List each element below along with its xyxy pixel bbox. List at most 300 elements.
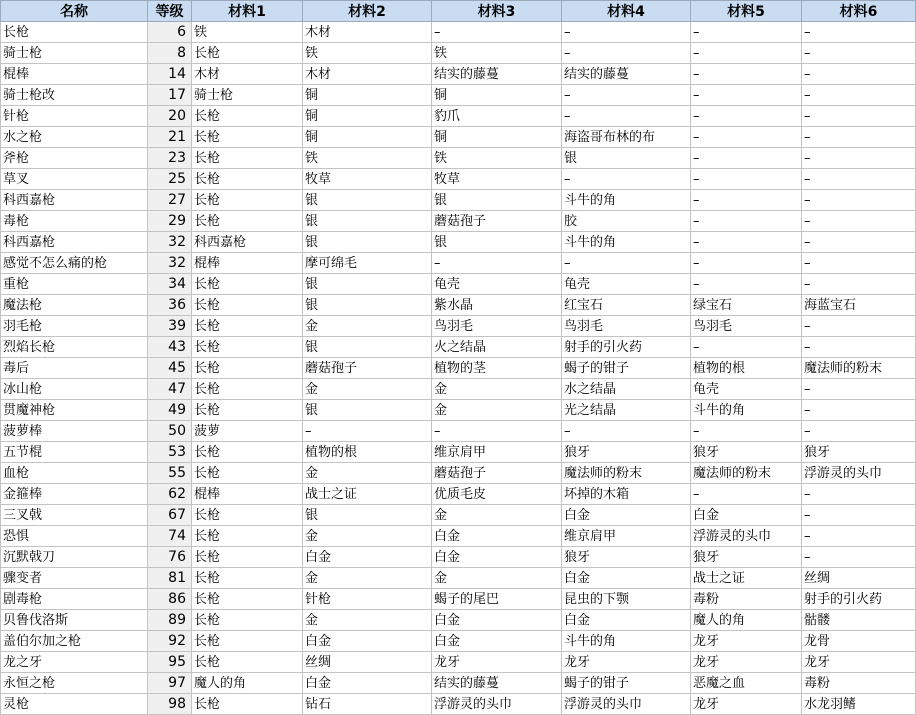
material-4-cell[interactable]: 魔法师的粉末 [562, 463, 691, 484]
material-6-cell[interactable]: – [802, 64, 916, 85]
material-1-cell[interactable]: 长枪 [192, 106, 303, 127]
material-2-cell[interactable]: 金 [303, 526, 432, 547]
material-6-cell[interactable]: – [802, 127, 916, 148]
material-2-cell[interactable]: 白金 [303, 547, 432, 568]
material-3-cell[interactable]: 豹爪 [432, 106, 562, 127]
material-3-cell[interactable]: 浮游灵的头巾 [432, 694, 562, 715]
material-2-cell[interactable]: 铁 [303, 43, 432, 64]
material-4-cell[interactable]: 坏掉的木箱 [562, 484, 691, 505]
material-2-cell[interactable]: 银 [303, 211, 432, 232]
material-1-cell[interactable]: 长枪 [192, 589, 303, 610]
material-6-cell[interactable]: – [802, 253, 916, 274]
material-1-cell[interactable]: 长枪 [192, 568, 303, 589]
header-material-3[interactable]: 材料3 [432, 1, 562, 22]
material-2-cell[interactable]: 银 [303, 505, 432, 526]
table-row [1, 652, 916, 673]
level-cell[interactable]: 62 [148, 484, 192, 505]
material-4-cell[interactable]: 龟壳 [562, 274, 691, 295]
material-5-cell[interactable]: 白金 [691, 505, 802, 526]
level-cell[interactable]: 17 [148, 85, 192, 106]
material-2-cell[interactable]: 丝绸 [303, 652, 432, 673]
material-4-cell[interactable]: 海盗哥布林的布 [562, 127, 691, 148]
material-2-cell[interactable]: 铜 [303, 106, 432, 127]
level-cell[interactable]: 50 [148, 421, 192, 442]
material-5-cell[interactable]: 毒粉 [691, 589, 802, 610]
material-5-cell[interactable]: – [691, 274, 802, 295]
material-3-cell[interactable]: – [432, 421, 562, 442]
material-3-cell[interactable]: 白金 [432, 547, 562, 568]
material-4-cell[interactable]: 白金 [562, 610, 691, 631]
weapon-name-cell[interactable]: 水之枪 [1, 127, 148, 148]
material-5-cell[interactable]: – [691, 253, 802, 274]
material-4-cell[interactable]: 胶 [562, 211, 691, 232]
material-3-cell[interactable]: 蝎子的尾巴 [432, 589, 562, 610]
material-4-cell[interactable]: 狼牙 [562, 547, 691, 568]
material-6-cell[interactable]: 毒粉 [802, 673, 916, 694]
table-row [1, 232, 916, 253]
material-3-cell[interactable]: 蘑菇孢子 [432, 211, 562, 232]
level-cell[interactable]: 34 [148, 274, 192, 295]
level-cell[interactable]: 36 [148, 295, 192, 316]
material-4-cell[interactable]: – [562, 106, 691, 127]
weapon-name-cell[interactable]: 针枪 [1, 106, 148, 127]
table-row [1, 169, 916, 190]
weapon-name-cell[interactable]: 长枪 [1, 22, 148, 43]
material-1-cell[interactable]: 长枪 [192, 694, 303, 715]
weapon-name-cell[interactable]: 盖伯尔加之枪 [1, 631, 148, 652]
material-2-cell[interactable]: 铜 [303, 127, 432, 148]
material-6-cell[interactable]: – [802, 400, 916, 421]
weapon-name-cell[interactable]: 龙之牙 [1, 652, 148, 673]
table-row [1, 505, 916, 526]
material-4-cell[interactable]: – [562, 43, 691, 64]
material-6-cell[interactable]: – [802, 526, 916, 547]
table-row [1, 106, 916, 127]
material-1-cell[interactable]: 长枪 [192, 610, 303, 631]
material-3-cell[interactable]: 白金 [432, 610, 562, 631]
material-1-cell[interactable]: 长枪 [192, 379, 303, 400]
material-6-cell[interactable]: – [802, 316, 916, 337]
material-3-cell[interactable]: 蘑菇孢子 [432, 463, 562, 484]
material-5-cell[interactable]: – [691, 190, 802, 211]
material-5-cell[interactable]: – [691, 85, 802, 106]
material-2-cell[interactable]: 战士之证 [303, 484, 432, 505]
material-4-cell[interactable]: 红宝石 [562, 295, 691, 316]
material-2-cell[interactable]: 蘑菇孢子 [303, 358, 432, 379]
material-2-cell[interactable]: – [303, 421, 432, 442]
material-1-cell[interactable]: 长枪 [192, 211, 303, 232]
material-2-cell[interactable]: 金 [303, 610, 432, 631]
material-3-cell[interactable]: 龟壳 [432, 274, 562, 295]
weapon-name-cell[interactable]: 贯魔神枪 [1, 400, 148, 421]
material-5-cell[interactable]: – [691, 484, 802, 505]
weapon-name-cell[interactable]: 五节棍 [1, 442, 148, 463]
weapon-name-cell[interactable]: 骤变者 [1, 568, 148, 589]
material-5-cell[interactable]: 魔人的角 [691, 610, 802, 631]
material-2-cell[interactable]: 金 [303, 568, 432, 589]
material-1-cell[interactable]: 长枪 [192, 295, 303, 316]
material-6-cell[interactable]: – [802, 43, 916, 64]
material-6-cell[interactable]: – [802, 211, 916, 232]
level-cell[interactable]: 23 [148, 148, 192, 169]
table-row [1, 211, 916, 232]
weapon-name-cell[interactable]: 灵枪 [1, 694, 148, 715]
table-row [1, 547, 916, 568]
material-2-cell[interactable]: 金 [303, 316, 432, 337]
weapon-name-cell[interactable]: 羽毛枪 [1, 316, 148, 337]
material-6-cell[interactable]: 龙牙 [802, 652, 916, 673]
material-4-cell[interactable]: 结实的藤蔓 [562, 64, 691, 85]
material-3-cell[interactable]: 牧草 [432, 169, 562, 190]
material-2-cell[interactable]: 银 [303, 295, 432, 316]
level-cell[interactable]: 97 [148, 673, 192, 694]
material-2-cell[interactable]: 白金 [303, 631, 432, 652]
material-5-cell[interactable]: – [691, 337, 802, 358]
level-cell[interactable]: 89 [148, 610, 192, 631]
weapon-name-cell[interactable]: 三叉戟 [1, 505, 148, 526]
material-3-cell[interactable]: 植物的茎 [432, 358, 562, 379]
level-cell[interactable]: 45 [148, 358, 192, 379]
level-cell[interactable]: 76 [148, 547, 192, 568]
material-3-cell[interactable]: 紫水晶 [432, 295, 562, 316]
weapon-name-cell[interactable]: 血枪 [1, 463, 148, 484]
material-2-cell[interactable]: 铁 [303, 148, 432, 169]
table-row [1, 358, 916, 379]
table-row [1, 190, 916, 211]
material-4-cell[interactable]: 水之结晶 [562, 379, 691, 400]
weapon-name-cell[interactable]: 毒后 [1, 358, 148, 379]
table-row [1, 694, 916, 715]
weapon-name-cell[interactable]: 剧毒枪 [1, 589, 148, 610]
material-2-cell[interactable]: 银 [303, 274, 432, 295]
level-cell[interactable]: 6 [148, 22, 192, 43]
material-3-cell[interactable]: 白金 [432, 526, 562, 547]
material-1-cell[interactable]: 长枪 [192, 400, 303, 421]
weapon-name-cell[interactable]: 烈焰长枪 [1, 337, 148, 358]
weapon-name-cell[interactable]: 菠萝棒 [1, 421, 148, 442]
table-row [1, 85, 916, 106]
material-4-cell[interactable]: 射手的引火药 [562, 337, 691, 358]
material-2-cell[interactable]: 植物的根 [303, 442, 432, 463]
material-6-cell[interactable]: 海蓝宝石 [802, 295, 916, 316]
header-material-4[interactable]: 材料4 [562, 1, 691, 22]
material-4-cell[interactable]: 斗牛的角 [562, 232, 691, 253]
material-3-cell[interactable]: 铁 [432, 43, 562, 64]
material-6-cell[interactable]: – [802, 148, 916, 169]
material-3-cell[interactable]: 火之结晶 [432, 337, 562, 358]
level-cell[interactable]: 67 [148, 505, 192, 526]
material-1-cell[interactable]: 长枪 [192, 505, 303, 526]
table-row [1, 568, 916, 589]
material-1-cell[interactable]: 棍棒 [192, 253, 303, 274]
material-1-cell[interactable]: 长枪 [192, 43, 303, 64]
weapon-name-cell[interactable]: 骑士枪 [1, 43, 148, 64]
level-cell[interactable]: 53 [148, 442, 192, 463]
material-6-cell[interactable]: – [802, 169, 916, 190]
material-3-cell[interactable]: 铜 [432, 85, 562, 106]
level-cell[interactable]: 25 [148, 169, 192, 190]
material-6-cell[interactable]: 水龙羽鳍 [802, 694, 916, 715]
material-4-cell[interactable]: 斗牛的角 [562, 631, 691, 652]
material-5-cell[interactable]: 植物的根 [691, 358, 802, 379]
material-1-cell[interactable]: 长枪 [192, 337, 303, 358]
material-6-cell[interactable]: – [802, 190, 916, 211]
material-2-cell[interactable]: 牧草 [303, 169, 432, 190]
material-4-cell[interactable]: 银 [562, 148, 691, 169]
weapon-name-cell[interactable]: 永恒之枪 [1, 673, 148, 694]
material-2-cell[interactable]: 白金 [303, 673, 432, 694]
material-2-cell[interactable]: 银 [303, 190, 432, 211]
material-3-cell[interactable]: 银 [432, 190, 562, 211]
material-6-cell[interactable]: 魔法师的粉末 [802, 358, 916, 379]
material-5-cell[interactable]: – [691, 106, 802, 127]
material-2-cell[interactable]: 铜 [303, 85, 432, 106]
material-1-cell[interactable]: 长枪 [192, 127, 303, 148]
material-2-cell[interactable]: 金 [303, 379, 432, 400]
material-2-cell[interactable]: 金 [303, 463, 432, 484]
table-row [1, 316, 916, 337]
material-5-cell[interactable]: – [691, 64, 802, 85]
material-5-cell[interactable]: – [691, 148, 802, 169]
level-cell[interactable]: 98 [148, 694, 192, 715]
material-6-cell[interactable]: – [802, 484, 916, 505]
material-4-cell[interactable]: – [562, 22, 691, 43]
material-3-cell[interactable]: 白金 [432, 631, 562, 652]
material-4-cell[interactable]: 白金 [562, 505, 691, 526]
material-4-cell[interactable]: 蝎子的钳子 [562, 673, 691, 694]
material-4-cell[interactable]: 龙牙 [562, 652, 691, 673]
material-1-cell[interactable]: 长枪 [192, 148, 303, 169]
level-cell[interactable]: 20 [148, 106, 192, 127]
weapon-name-cell[interactable]: 贝鲁伐洛斯 [1, 610, 148, 631]
level-cell[interactable]: 8 [148, 43, 192, 64]
weapon-name-cell[interactable]: 魔法枪 [1, 295, 148, 316]
material-2-cell[interactable]: 木材 [303, 22, 432, 43]
level-cell[interactable]: 27 [148, 190, 192, 211]
material-4-cell[interactable]: 光之结晶 [562, 400, 691, 421]
material-5-cell[interactable]: 魔法师的粉末 [691, 463, 802, 484]
material-3-cell[interactable]: 鸟羽毛 [432, 316, 562, 337]
header-material-5[interactable]: 材料5 [691, 1, 802, 22]
material-3-cell[interactable]: 结实的藤蔓 [432, 673, 562, 694]
level-cell[interactable]: 55 [148, 463, 192, 484]
weapon-name-cell[interactable]: 斧枪 [1, 148, 148, 169]
material-6-cell[interactable]: 龙骨 [802, 631, 916, 652]
weapon-name-cell[interactable]: 骑士枪改 [1, 85, 148, 106]
level-cell[interactable]: 43 [148, 337, 192, 358]
material-3-cell[interactable]: 金 [432, 379, 562, 400]
level-cell[interactable]: 49 [148, 400, 192, 421]
material-6-cell[interactable]: – [802, 337, 916, 358]
material-3-cell[interactable]: 优质毛皮 [432, 484, 562, 505]
level-cell[interactable]: 32 [148, 253, 192, 274]
table-row [1, 43, 916, 64]
weapon-name-cell[interactable]: 金箍棒 [1, 484, 148, 505]
material-6-cell[interactable]: – [802, 22, 916, 43]
table-row [1, 400, 916, 421]
weapon-name-cell[interactable]: 草叉 [1, 169, 148, 190]
level-cell[interactable]: 29 [148, 211, 192, 232]
weapon-name-cell[interactable]: 棍棒 [1, 64, 148, 85]
material-1-cell[interactable]: 长枪 [192, 652, 303, 673]
table-row [1, 148, 916, 169]
weapon-name-cell[interactable]: 感觉不怎么痛的枪 [1, 253, 148, 274]
material-1-cell[interactable]: 长枪 [192, 442, 303, 463]
table-row [1, 484, 916, 505]
material-2-cell[interactable]: 银 [303, 400, 432, 421]
header-material-2[interactable]: 材料2 [303, 1, 432, 22]
table-row [1, 673, 916, 694]
material-5-cell[interactable]: – [691, 169, 802, 190]
table-row [1, 274, 916, 295]
material-4-cell[interactable]: – [562, 169, 691, 190]
level-cell[interactable]: 39 [148, 316, 192, 337]
material-4-cell[interactable]: – [562, 85, 691, 106]
material-1-cell[interactable]: 长枪 [192, 169, 303, 190]
material-1-cell[interactable]: 菠萝 [192, 421, 303, 442]
material-6-cell[interactable]: 狼牙 [802, 442, 916, 463]
table-row [1, 64, 916, 85]
material-5-cell[interactable]: 战士之证 [691, 568, 802, 589]
material-3-cell[interactable]: – [432, 22, 562, 43]
weapon-name-cell[interactable]: 科西嘉枪 [1, 232, 148, 253]
weapon-name-cell[interactable]: 冰山枪 [1, 379, 148, 400]
weapon-name-cell[interactable]: 恐惧 [1, 526, 148, 547]
material-1-cell[interactable]: 长枪 [192, 358, 303, 379]
level-cell[interactable]: 21 [148, 127, 192, 148]
material-3-cell[interactable]: 金 [432, 568, 562, 589]
material-4-cell[interactable]: 昆虫的下颚 [562, 589, 691, 610]
material-5-cell[interactable]: – [691, 43, 802, 64]
material-4-cell[interactable]: 浮游灵的头巾 [562, 694, 691, 715]
material-5-cell[interactable]: 龙牙 [691, 652, 802, 673]
material-6-cell[interactable]: – [802, 547, 916, 568]
level-cell[interactable]: 47 [148, 379, 192, 400]
material-5-cell[interactable]: 龙牙 [691, 694, 802, 715]
material-1-cell[interactable]: 骑士枪 [192, 85, 303, 106]
material-5-cell[interactable]: 狼牙 [691, 442, 802, 463]
material-6-cell[interactable]: – [802, 379, 916, 400]
table-body [1, 22, 916, 715]
material-4-cell[interactable]: 维京肩甲 [562, 526, 691, 547]
material-5-cell[interactable]: 恶魔之血 [691, 673, 802, 694]
material-5-cell[interactable]: 绿宝石 [691, 295, 802, 316]
weapon-name-cell[interactable]: 重枪 [1, 274, 148, 295]
weapon-name-cell[interactable]: 毒枪 [1, 211, 148, 232]
header-material-6[interactable]: 材料6 [802, 1, 916, 22]
material-6-cell[interactable]: 浮游灵的头巾 [802, 463, 916, 484]
material-1-cell[interactable]: 长枪 [192, 316, 303, 337]
material-6-cell[interactable]: – [802, 106, 916, 127]
material-6-cell[interactable]: 射手的引火药 [802, 589, 916, 610]
material-1-cell[interactable]: 魔人的角 [192, 673, 303, 694]
material-5-cell[interactable]: 斗牛的角 [691, 400, 802, 421]
material-4-cell[interactable]: 斗牛的角 [562, 190, 691, 211]
material-3-cell[interactable]: 龙牙 [432, 652, 562, 673]
material-6-cell[interactable]: – [802, 232, 916, 253]
material-5-cell[interactable]: 龙牙 [691, 631, 802, 652]
weapon-name-cell[interactable]: 沉默戟刀 [1, 547, 148, 568]
material-2-cell[interactable]: 针枪 [303, 589, 432, 610]
material-4-cell[interactable]: – [562, 253, 691, 274]
header-material-1[interactable]: 材料1 [192, 1, 303, 22]
material-2-cell[interactable]: 木材 [303, 64, 432, 85]
material-5-cell[interactable]: 狼牙 [691, 547, 802, 568]
level-cell[interactable]: 81 [148, 568, 192, 589]
material-3-cell[interactable]: 结实的藤蔓 [432, 64, 562, 85]
table-row [1, 421, 916, 442]
header-level[interactable]: 等级 [148, 1, 192, 22]
material-1-cell[interactable]: 长枪 [192, 190, 303, 211]
material-3-cell[interactable]: 金 [432, 400, 562, 421]
material-1-cell[interactable]: 长枪 [192, 274, 303, 295]
material-1-cell[interactable]: 棍棒 [192, 484, 303, 505]
material-5-cell[interactable]: – [691, 421, 802, 442]
material-2-cell[interactable]: 钻石 [303, 694, 432, 715]
material-1-cell[interactable]: 长枪 [192, 463, 303, 484]
material-5-cell[interactable]: 浮游灵的头巾 [691, 526, 802, 547]
level-cell[interactable]: 92 [148, 631, 192, 652]
material-6-cell[interactable]: – [802, 505, 916, 526]
level-cell[interactable]: 74 [148, 526, 192, 547]
material-6-cell[interactable]: – [802, 421, 916, 442]
table-row [1, 22, 916, 43]
material-4-cell[interactable]: 蝎子的钳子 [562, 358, 691, 379]
material-2-cell[interactable]: 银 [303, 337, 432, 358]
material-5-cell[interactable]: – [691, 127, 802, 148]
table-row [1, 589, 916, 610]
header-row [1, 1, 916, 22]
material-6-cell[interactable]: 丝绸 [802, 568, 916, 589]
weapon-name-cell[interactable]: 科西嘉枪 [1, 190, 148, 211]
material-4-cell[interactable]: 鸟羽毛 [562, 316, 691, 337]
material-3-cell[interactable]: 铁 [432, 148, 562, 169]
table-row [1, 337, 916, 358]
material-1-cell[interactable]: 科西嘉枪 [192, 232, 303, 253]
material-4-cell[interactable]: 白金 [562, 568, 691, 589]
material-2-cell[interactable]: 摩可绵毛 [303, 253, 432, 274]
material-1-cell[interactable]: 铁 [192, 22, 303, 43]
material-2-cell[interactable]: 银 [303, 232, 432, 253]
level-cell[interactable]: 14 [148, 64, 192, 85]
material-1-cell[interactable]: 长枪 [192, 631, 303, 652]
material-6-cell[interactable]: 骷髅 [802, 610, 916, 631]
level-cell[interactable]: 86 [148, 589, 192, 610]
material-3-cell[interactable]: 维京肩甲 [432, 442, 562, 463]
material-3-cell[interactable]: – [432, 253, 562, 274]
material-4-cell[interactable]: 狼牙 [562, 442, 691, 463]
table-row [1, 253, 916, 274]
material-4-cell[interactable]: – [562, 421, 691, 442]
level-cell[interactable]: 95 [148, 652, 192, 673]
material-3-cell[interactable]: 银 [432, 232, 562, 253]
material-5-cell[interactable]: – [691, 232, 802, 253]
material-1-cell[interactable]: 长枪 [192, 526, 303, 547]
table-row [1, 631, 916, 652]
material-5-cell[interactable]: – [691, 22, 802, 43]
material-1-cell[interactable]: 长枪 [192, 547, 303, 568]
material-6-cell[interactable]: – [802, 85, 916, 106]
material-3-cell[interactable]: 铜 [432, 127, 562, 148]
material-6-cell[interactable]: – [802, 274, 916, 295]
material-3-cell[interactable]: 金 [432, 505, 562, 526]
material-1-cell[interactable]: 木材 [192, 64, 303, 85]
level-cell[interactable]: 32 [148, 232, 192, 253]
material-5-cell[interactable]: – [691, 211, 802, 232]
material-5-cell[interactable]: 龟壳 [691, 379, 802, 400]
header-name[interactable]: 名称 [1, 1, 148, 22]
material-5-cell[interactable]: 鸟羽毛 [691, 316, 802, 337]
